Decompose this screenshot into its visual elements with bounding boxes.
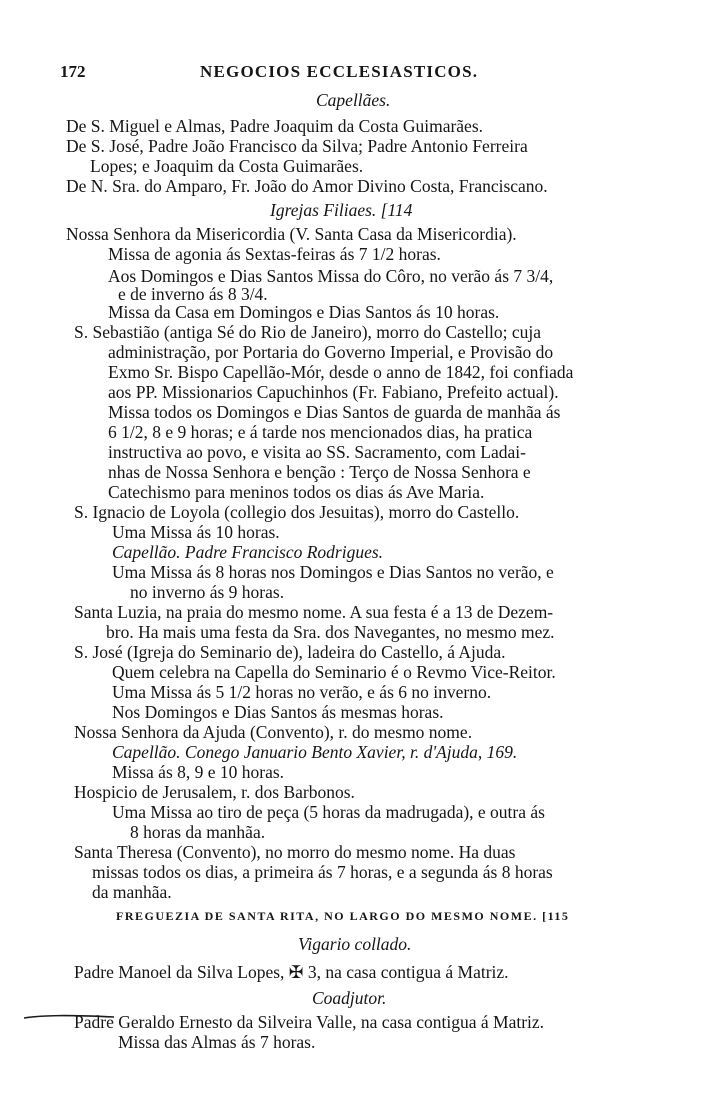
text-line: Uma Missa ás 10 horas. [112,522,280,542]
running-title: NEGOCIOS ECCLESIASTICOS. [200,62,479,81]
text-line: Capellão. Padre Francisco Rodrigues. [112,542,384,562]
section-heading-vigario: Vigario collado. [298,934,412,954]
text-line: Exmo Sr. Bispo Capellão-Mór, desde o anno de 1842, foi confiada [108,362,574,382]
entry-nossa-senhora-da-ajuda: Nossa Senhora da Ajuda (Convento), r. do mesmo nome. [74,722,473,742]
section-heading-capellaes: Capellães. [316,90,391,110]
entry-s-jose: S. José (Igreja do Seminario de), ladeira do Castello, á Ajuda. [74,642,506,662]
text-line: Uma Missa ás 5 1/2 horas no verão, e ás 6 no inverno. [112,682,492,702]
text-line: no inverno ás 9 horas. [130,582,285,602]
text-line: Uma Missa ás 8 horas nos Domingos e Dias Santos no verão, e [112,562,554,582]
entry-s-sebastiao: S. Sebastião (antiga Sé do Rio de Janeiro), morro do Castello; cuja [74,322,542,342]
text-line: aos PP. Missionarios Capuchinhos (Fr. Fabiano, Prefeito actual). [108,382,559,402]
text-line: 8 horas da manhãa. [130,822,266,842]
text-line: Missa de agonia ás Sextas-feiras ás 7 1/2 horas. [108,244,441,264]
text-line: Capellão. Conego Januario Bento Xavier, r. d'Ajuda, 169. [112,742,518,762]
entry-santa-luzia: Santa Luzia, na praia do mesmo nome. A sua festa é a 13 de Dezem- [74,602,554,622]
section-heading-coadjutor: Coadjutor. [312,988,387,1008]
text-line: instructiva ao povo, e visita ao SS. Sacramento, com Ladai- [108,442,526,462]
text-line: Uma Missa ao tiro de peça (5 horas da madrugada), e outra ás [112,802,545,822]
section-heading-freguezia: FREGUEZIA DE SANTA RITA, NO LARGO DO MESMO NOME. [115 [116,909,570,923]
text-line: missas todos os dias, a primeira ás 7 horas, e a segunda ás 8 horas [92,862,553,882]
text-line: 6 1/2, 8 e 9 horas; e á tarde nos mencionados dias, ha pratica [108,422,533,442]
text-line: Aos Domingos e Dias Santos Missa do Côro, no verão ás 7 3/4, [108,266,554,286]
text-line: Missa da Casa em Domingos e Dias Santos ás 10 horas. [108,302,500,322]
pen-stroke-mark [24,1012,114,1022]
entry-hospicio: Hospicio de Jerusalem, r. dos Barbonos. [74,782,355,802]
text-line: De S. José, Padre João Francisco da Silva; Padre Antonio Ferreira [66,136,528,156]
text-line: nhas de Nossa Senhora e benção : Terço de Nossa Senhora e [108,462,531,482]
text-line: Missa ás 8, 9 e 10 horas. [112,762,285,782]
entry-santa-theresa: Santa Theresa (Convento), no morro do mesmo nome. Ha duas [74,842,516,862]
text-line: da manhãa. [92,882,172,902]
text-line: Nos Domingos e Dias Santos ás mesmas horas. [112,702,444,722]
section-heading-igrejas-filiaes: Igrejas Filiaes. [114 [270,200,413,220]
page-number: 172 [60,62,86,81]
entry-misericordia: Nossa Senhora da Misericordia (V. Santa Casa da Misericordia). [66,224,517,244]
text-line: Lopes; e Joaquim da Costa Guimarães. [90,156,364,176]
text-line-struck: Padre Geraldo Ernesto da Silveira Valle, na casa contigua á Matriz. [74,1012,545,1032]
text-line: Missa todos os Domingos e Dias Santos de guarda de manhãa ás [108,402,561,422]
text-line: Missa das Almas ás 7 horas. [118,1032,316,1052]
text-line: Quem celebra na Capella do Seminario é o Revmo Vice-Reitor. [112,662,556,682]
text-line: De S. Miguel e Almas, Padre Joaquim da Costa Guimarães. [66,116,484,136]
text-line: Padre Manoel da Silva Lopes, ✠ 3, na casa contigua á Matriz. [74,962,509,982]
entry-s-ignacio: S. Ignacio de Loyola (collegio dos Jesuitas), morro do Castello. [74,502,520,522]
text-line: De N. Sra. do Amparo, Fr. João do Amor Divino Costa, Franciscano. [66,176,548,196]
text-line: e de inverno ás 8 3/4. [118,284,268,304]
text-line: administração, por Portaria do Governo Imperial, e Provisão do [108,342,554,362]
text-line: Catechismo para meninos todos os dias ás Ave Maria. [108,482,485,502]
text-line: bro. Ha mais uma festa da Sra. dos Navegantes, no mesmo mez. [106,622,555,642]
